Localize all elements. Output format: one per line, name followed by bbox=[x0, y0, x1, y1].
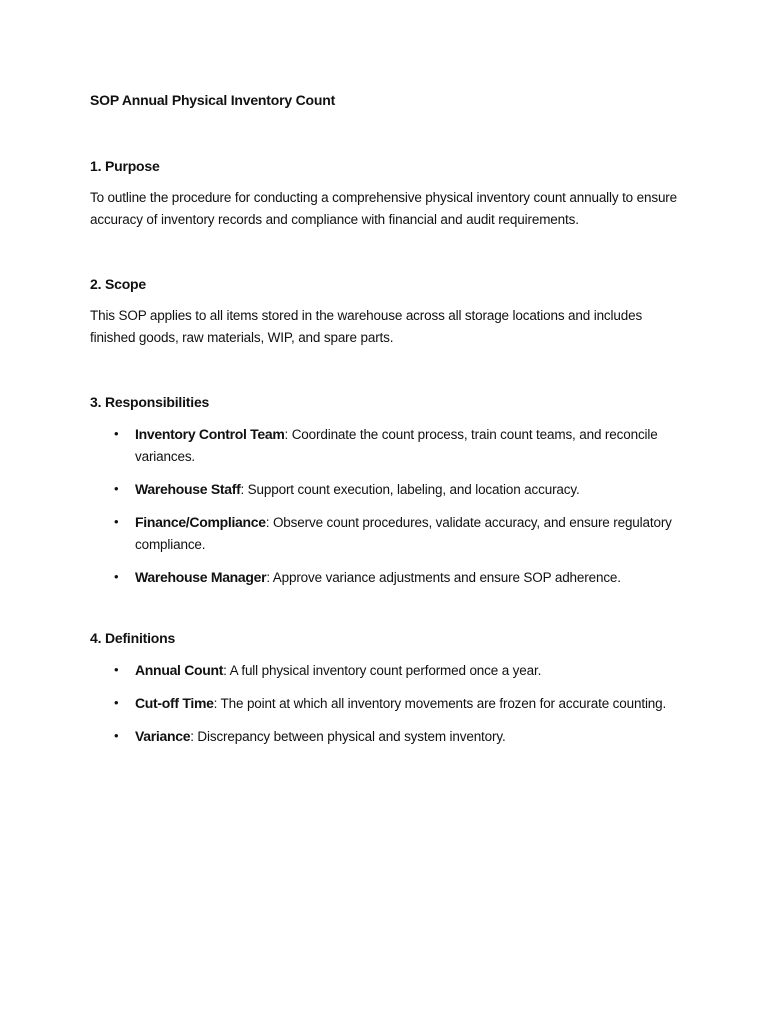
list-item-description: : Discrepancy between physical and system inventory. bbox=[190, 729, 506, 744]
bullet-icon: • bbox=[114, 728, 119, 743]
list-item-term: Annual Count bbox=[135, 662, 224, 678]
bullet-icon: • bbox=[114, 426, 119, 441]
list-item-term: Finance/Compliance bbox=[135, 514, 266, 530]
list-item bbox=[90, 725, 690, 748]
purpose-text: To outline the procedure for conducting a comprehensive physical inventory count annually to ensure accuracy of inventory records and compliance with financial and audit requirements. bbox=[90, 190, 678, 227]
list-item-description: : Observe count procedures, validate accuracy, and ensure regulatory compliance. bbox=[135, 515, 672, 552]
list-item bbox=[90, 423, 690, 468]
bullet-icon: • bbox=[114, 569, 119, 584]
section-responsibilities bbox=[90, 392, 690, 599]
list-item-description: : Support count execution, labeling, and location accuracy. bbox=[240, 482, 580, 497]
document-title: SOP Annual Physical Inventory Count bbox=[90, 92, 336, 108]
list-item-description: : Coordinate the count process, train count teams, and reconcile variances. bbox=[135, 427, 658, 464]
list-item-term: Variance bbox=[135, 728, 191, 744]
list-item-term: Cut-off Time bbox=[135, 695, 214, 711]
list-item-term: Warehouse Staff bbox=[135, 481, 241, 497]
list-item bbox=[90, 659, 690, 682]
list-item bbox=[90, 566, 690, 589]
section-heading-responsibilities: 3. Responsibilities bbox=[90, 394, 210, 410]
bullet-icon: • bbox=[114, 481, 119, 496]
section-definitions bbox=[90, 628, 690, 758]
section-scope bbox=[90, 274, 690, 349]
section-heading-scope: 2. Scope bbox=[90, 276, 146, 292]
section-heading-definitions: 4. Definitions bbox=[90, 630, 176, 646]
responsibilities-list bbox=[90, 423, 690, 589]
scope-text: This SOP applies to all items stored in the warehouse across all storage locations and includes finished goods, raw materials, WIP, and spare parts. bbox=[90, 308, 643, 345]
section-heading-purpose: 1. Purpose bbox=[90, 158, 160, 174]
list-item bbox=[90, 692, 690, 715]
list-item bbox=[90, 478, 690, 501]
bullet-icon: • bbox=[114, 695, 119, 710]
bullet-icon: • bbox=[114, 662, 119, 677]
list-item-term: Warehouse Manager bbox=[135, 569, 267, 585]
list-item-description: : Approve variance adjustments and ensure SOP adherence. bbox=[266, 570, 621, 585]
list-item bbox=[90, 511, 690, 556]
definitions-list bbox=[90, 659, 690, 748]
list-item-term: Inventory Control Team bbox=[135, 426, 285, 442]
list-item-description: : The point at which all inventory movements are frozen for accurate counting. bbox=[213, 696, 667, 711]
list-item-description: : A full physical inventory count performed once a year. bbox=[223, 663, 542, 678]
bullet-icon: • bbox=[114, 514, 119, 529]
section-purpose bbox=[90, 156, 690, 231]
